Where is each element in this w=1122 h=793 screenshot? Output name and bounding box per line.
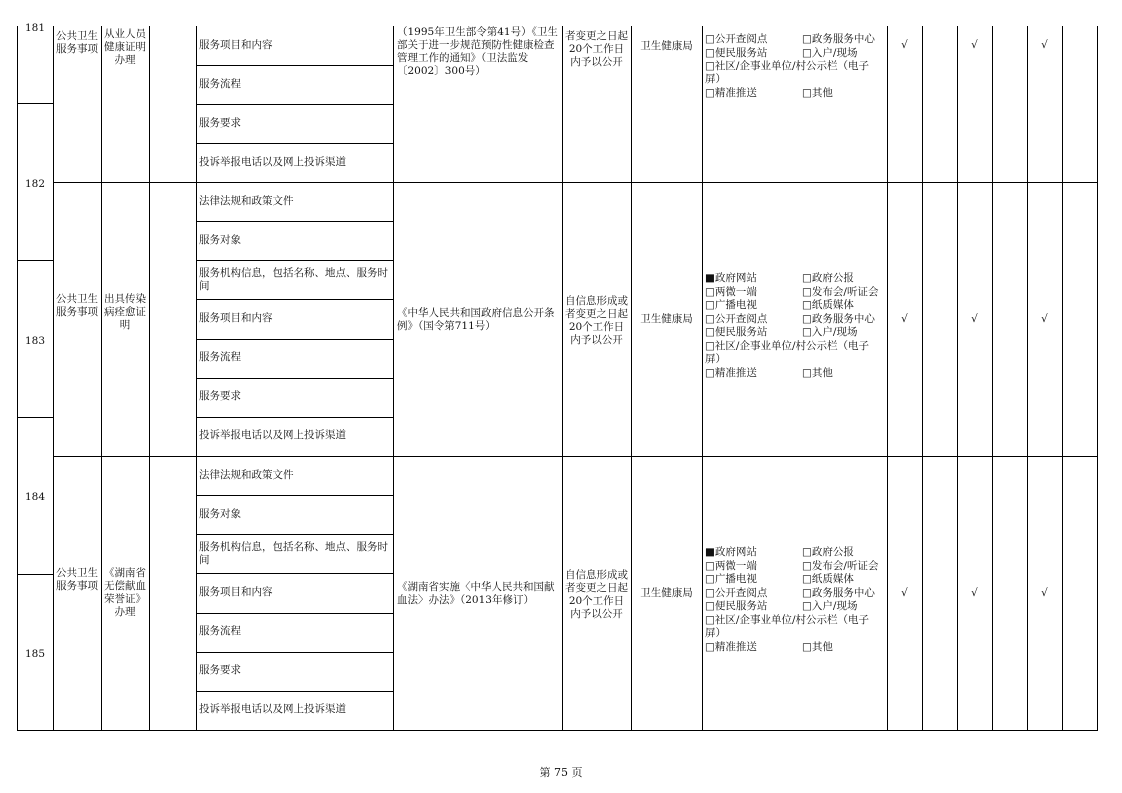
row-number: 182 <box>24 178 46 190</box>
channel-option: □政府公报 <box>802 546 854 558</box>
check-mark: √ <box>901 587 908 599</box>
check-mark: √ <box>1041 313 1048 325</box>
content-row-line <box>196 260 393 261</box>
channel-option: □其他 <box>802 640 833 653</box>
content-row-line <box>196 339 393 340</box>
row-number: 181 <box>24 22 46 34</box>
content-item: 服务项目和内容 <box>199 586 273 599</box>
channel-option: □精准推送 <box>705 366 757 379</box>
channel-option: □政务服务中心 <box>802 586 875 599</box>
grid-vline <box>53 26 54 730</box>
channel-option: ■政府网站 <box>705 546 757 558</box>
channel-option: □两微一端 <box>705 285 757 298</box>
channel-option: □其他 <box>802 366 833 379</box>
content-item: 服务要求 <box>199 664 241 677</box>
channel-option: □政务服务中心 <box>802 312 875 325</box>
content-row-line <box>196 495 393 496</box>
content-item: 服务流程 <box>199 351 241 364</box>
channel-option: □公开查阅点 <box>705 586 768 599</box>
item-cell: 从业人员健康证明办理 <box>104 28 146 66</box>
content-item: 法律法规和政策文件 <box>199 194 294 207</box>
channel-option: ■政府网站 <box>705 272 757 284</box>
timing-cell: 自信息形成或者变更之日起20个工作日内予以公开 <box>565 569 628 620</box>
content-row-line <box>196 378 393 379</box>
check-mark: √ <box>1041 39 1048 51</box>
grid-vline <box>149 26 150 730</box>
channel-option: □便民服务站 <box>705 326 768 338</box>
content-row-line <box>196 613 393 614</box>
channel-option: □纸质媒体 <box>802 299 854 311</box>
content-row-line <box>196 652 393 653</box>
channel-option: □广播电视 <box>705 573 757 585</box>
category-cell: 公共卫生服务事项 <box>56 567 98 592</box>
row-number-line <box>17 260 53 261</box>
content-row-line <box>196 573 393 574</box>
content-item: 服务流程 <box>199 625 241 638</box>
block-divider <box>53 182 1097 183</box>
row-number: 185 <box>24 648 46 660</box>
agency-cell: 卫生健康局 <box>640 313 693 325</box>
row-number-line <box>17 103 53 104</box>
timing-cell: 自信息形成或者变更之日起20个工作日内予以公开 <box>565 295 628 346</box>
content-row-line <box>196 65 393 66</box>
item-cell: 出具传染病痊愈证明 <box>104 293 146 331</box>
check-mark: √ <box>901 313 908 325</box>
grid-vline <box>101 26 102 730</box>
item-cell: 《湖南省无偿献血荣誉证》办理 <box>104 567 146 618</box>
content-row-line <box>196 534 393 535</box>
grid-vline <box>1062 26 1063 730</box>
row-number-line <box>17 574 53 575</box>
row-number-line <box>17 417 53 418</box>
content-item: 服务机构信息，包括名称、地点、服务时间 <box>199 540 388 566</box>
grid-vline <box>631 26 632 730</box>
channel-option: □社区/企事业单位/村公示栏（电子屏） <box>705 613 869 639</box>
content-row-line <box>196 691 393 692</box>
content-item: 投诉举报电话以及网上投诉渠道 <box>199 155 346 168</box>
check-mark: √ <box>901 39 908 51</box>
content-row-line <box>196 417 393 418</box>
content-item: 法律法规和政策文件 <box>199 468 294 481</box>
content-row-line <box>196 104 393 105</box>
block-divider <box>53 456 1097 457</box>
page-number: 第 75 页 <box>539 766 583 779</box>
channel-option: □公开查阅点 <box>705 312 768 325</box>
timing-cell: 者变更之日起20个工作日内予以公开 <box>565 30 628 68</box>
grid-vline <box>957 26 958 730</box>
channel-option: □入户/现场 <box>802 600 858 612</box>
check-mark: √ <box>971 587 978 599</box>
channel-option: □政务服务中心 <box>802 33 875 45</box>
row-number: 184 <box>24 491 46 503</box>
content-item: 投诉举报电话以及网上投诉渠道 <box>199 429 346 442</box>
channel-option: □便民服务站 <box>705 46 768 59</box>
grid-vline <box>992 26 993 730</box>
agency-cell: 卫生健康局 <box>640 40 693 52</box>
content-row-line <box>196 299 393 300</box>
category-cell: 公共卫生服务事项 <box>56 293 98 318</box>
grid-vline <box>922 26 923 730</box>
basis-cell: 《湖南省实施〈中华人民共和国献血法〉办法》（2013年修订） <box>397 581 555 606</box>
grid-vline <box>393 26 394 730</box>
grid-vline <box>702 26 703 730</box>
row-number: 183 <box>24 335 46 347</box>
channel-option: □入户/现场 <box>802 46 858 59</box>
channel-option: □纸质媒体 <box>802 573 854 585</box>
content-item: 服务项目和内容 <box>199 312 273 325</box>
grid-vline <box>1097 26 1098 730</box>
content-item: 服务要求 <box>199 116 241 129</box>
channel-option: □其他 <box>802 87 833 99</box>
channel-option: □广播电视 <box>705 299 757 311</box>
channel-option: □社区/企事业单位/村公示栏（电子屏） <box>705 60 869 85</box>
check-mark: √ <box>1041 587 1048 599</box>
basis-cell: 《中华人民共和国政府信息公开条例》（国令第711号） <box>397 307 555 332</box>
grid-hline-bottom <box>17 730 1098 731</box>
channel-option: □入户/现场 <box>802 326 858 338</box>
basis-cell: （1995年卫生部令第41号）《卫生部关于进一步规范预防性健康检查管理工作的通知》（卫法监发〔2002〕300号） <box>397 26 558 77</box>
channel-option: □发布会/听证会 <box>802 559 879 572</box>
channel-option: □政府公报 <box>802 272 854 284</box>
channel-option: □便民服务站 <box>705 600 768 612</box>
check-mark: √ <box>971 39 978 51</box>
content-item: 服务对象 <box>199 233 241 246</box>
content-item: 服务项目和内容 <box>199 38 273 51</box>
content-item: 服务要求 <box>199 390 241 403</box>
channel-option: □精准推送 <box>705 640 757 653</box>
content-row-line <box>196 221 393 222</box>
content-item: 服务对象 <box>199 507 241 520</box>
channel-option: □社区/企事业单位/村公示栏（电子屏） <box>705 339 869 365</box>
agency-cell: 卫生健康局 <box>640 587 693 599</box>
channel-option: □公开查阅点 <box>705 33 768 45</box>
grid-vline <box>17 26 18 730</box>
grid-vline <box>562 26 563 730</box>
content-row-line <box>196 143 393 144</box>
check-mark: √ <box>971 313 978 325</box>
grid-vline <box>1027 26 1028 730</box>
channel-option: □两微一端 <box>705 559 757 572</box>
content-item: 服务机构信息，包括名称、地点、服务时间 <box>199 266 388 292</box>
channel-option: □精准推送 <box>705 87 757 99</box>
category-cell: 公共卫生服务事项 <box>56 30 98 55</box>
channel-option: □发布会/听证会 <box>802 285 879 298</box>
content-item: 服务流程 <box>199 77 241 90</box>
content-item: 投诉举报电话以及网上投诉渠道 <box>199 703 346 716</box>
